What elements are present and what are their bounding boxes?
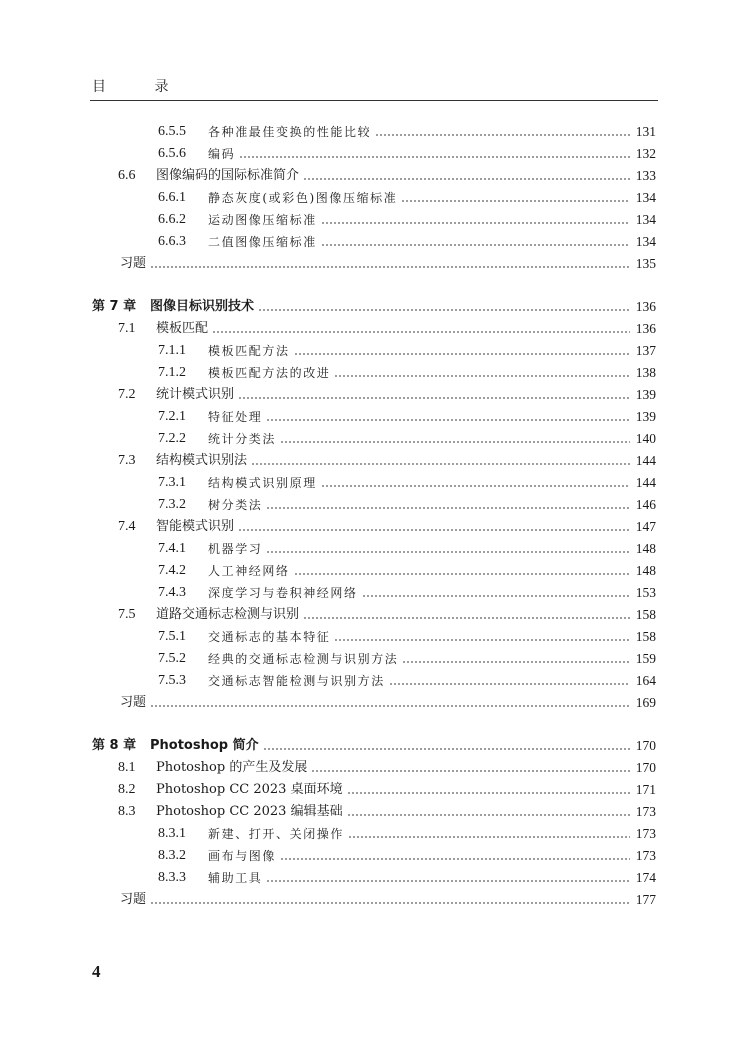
toc-entry-page: 171	[635, 782, 656, 797]
toc-entry-title: 各种准最佳变换的性能比较	[208, 125, 372, 139]
toc-entry-chapter	[92, 735, 656, 757]
toc-entry-page: 133	[635, 168, 656, 183]
toc-entry-title: 模板匹配	[156, 321, 209, 336]
toc-entry-exercise	[120, 889, 656, 911]
toc-entry-section	[118, 516, 656, 538]
toc-entry-sub	[158, 494, 656, 516]
toc-entry-number: 8.1	[118, 760, 136, 775]
toc-entry-number: 6.5.6	[158, 146, 186, 161]
toc-entry-number: 7.3	[118, 453, 136, 468]
toc-entry-title: 习题	[120, 695, 147, 710]
toc-leader-dots	[321, 222, 630, 224]
page-number: 4	[92, 962, 101, 981]
toc-entry-sub	[158, 340, 656, 362]
toc-entry-page: 173	[635, 826, 656, 841]
toc-entry-sub	[158, 121, 656, 143]
toc-leader-dots	[303, 617, 630, 619]
toc-entry-title: 统计模式识别	[156, 387, 235, 402]
toc-entry-section	[118, 450, 656, 472]
toc-entry-title: Photoshop 简介	[150, 738, 259, 753]
toc-entry-number: 6.6.3	[158, 234, 186, 249]
toc-entry-exercise	[120, 692, 656, 714]
toc-leader-dots	[347, 792, 630, 794]
toc-entry-sub	[158, 428, 656, 450]
toc-entry-title: 编码	[208, 147, 236, 161]
toc-entry-title: 画布与图像	[208, 849, 277, 863]
toc-leader-dots	[311, 770, 630, 772]
toc-entry-page: 174	[635, 870, 656, 885]
toc-entry-number: 7.3.2	[158, 497, 186, 512]
toc-entry-sub	[158, 845, 656, 867]
toc-leader-dots	[238, 397, 630, 399]
toc-entry-sub	[158, 823, 656, 845]
toc-entry-number: 7.4.2	[158, 563, 186, 578]
toc-entry-section	[118, 604, 656, 626]
toc-entry-page: 139	[635, 409, 656, 424]
toc-entry-page: 139	[635, 387, 656, 402]
toc-leader-dots	[294, 353, 630, 355]
toc-entry-section	[118, 165, 656, 187]
toc-entry-title: 图像目标识别技术	[150, 299, 255, 314]
toc-entry-number: 7.1	[118, 321, 136, 336]
toc-entry-title: 交通标志的基本特征	[208, 630, 331, 644]
toc-entry-number: 6.6	[118, 168, 136, 183]
toc-entry-title: 新建、打开、关闭操作	[208, 827, 345, 841]
toc-entry-page: 170	[635, 738, 656, 753]
toc-entry-number: 7.4.1	[158, 541, 186, 556]
toc-entry-page: 134	[635, 190, 656, 205]
toc-entry-title: 图像编码的国际标准简介	[156, 168, 300, 183]
toc-leader-dots	[375, 134, 630, 136]
toc-leader-dots	[321, 485, 630, 487]
toc-leader-dots	[402, 661, 630, 663]
toc-entry-number: 第 7 章	[92, 299, 137, 314]
toc-entry-number: 7.5.3	[158, 673, 186, 688]
toc-entry-section	[118, 318, 656, 340]
toc-leader-dots	[266, 507, 630, 509]
toc-entry-sub	[158, 670, 656, 692]
toc-entry-title: 经典的交通标志检测与识别方法	[208, 652, 399, 666]
toc-entry-page: 173	[635, 804, 656, 819]
toc-entry-sub	[158, 362, 656, 384]
toc-leader-dots	[321, 244, 630, 246]
toc-entry-title: 结构模式识别原理	[208, 476, 317, 490]
toc-entry-page: 148	[635, 563, 656, 578]
toc-entry-title: 智能模式识别	[156, 519, 235, 534]
toc-entry-title: 二值图像压缩标准	[208, 235, 317, 249]
toc-entry-section	[118, 757, 656, 779]
toc-leader-dots	[348, 836, 630, 838]
toc-entry-title: 统计分类法	[208, 432, 277, 446]
toc-entry-sub	[158, 648, 656, 670]
toc-entry-title: 树分类法	[208, 498, 263, 512]
running-head: 目 录	[92, 79, 191, 95]
toc-entry-sub	[158, 582, 656, 604]
toc-entry-page: 146	[635, 497, 656, 512]
toc-entry-title: Photoshop CC 2023 编辑基础	[156, 804, 343, 819]
toc-entry-section	[118, 801, 656, 823]
toc-entry-page: 144	[635, 475, 656, 490]
toc-entry-sub	[158, 867, 656, 889]
toc-entry-page: 147	[635, 519, 656, 534]
toc-entry-page: 158	[635, 629, 656, 644]
toc-leader-dots	[150, 705, 630, 707]
toc-leader-dots	[258, 309, 630, 311]
toc-entry-sub	[158, 209, 656, 231]
toc-entry-page: 134	[635, 212, 656, 227]
toc-leader-dots	[266, 419, 630, 421]
toc-entry-sub	[158, 406, 656, 428]
toc-entry-page: 134	[635, 234, 656, 249]
toc-entry-title: 模板匹配方法	[208, 344, 290, 358]
toc-entry-number: 7.2.2	[158, 431, 186, 446]
toc-leader-dots	[334, 375, 630, 377]
toc-entry-page: 148	[635, 541, 656, 556]
toc-leader-dots	[239, 156, 630, 158]
toc-entry-number: 6.5.5	[158, 124, 186, 139]
toc-leader-dots	[150, 902, 630, 904]
toc-leader-dots	[303, 178, 630, 180]
toc-entry-title: 静态灰度(或彩色)图像压缩标准	[208, 191, 398, 205]
toc-entry-number: 8.3.3	[158, 870, 186, 885]
toc-entry-page: 136	[635, 299, 656, 314]
toc-entry-title: 机器学习	[208, 542, 263, 556]
toc-entry-number: 7.1.1	[158, 343, 186, 358]
toc-entry-title: Photoshop CC 2023 桌面环境	[156, 782, 343, 797]
toc-entry-page: 131	[635, 124, 656, 139]
toc-leader-dots	[266, 880, 630, 882]
toc-entry-number: 6.6.1	[158, 190, 186, 205]
toc-entry-number: 7.5.1	[158, 629, 186, 644]
toc-entry-number: 8.3	[118, 804, 136, 819]
toc-entry-page: 164	[635, 673, 656, 688]
toc-entry-number: 7.2.1	[158, 409, 186, 424]
toc-entry-title: 习题	[120, 256, 147, 271]
toc-entry-number: 第 8 章	[92, 738, 137, 753]
toc-entry-page: 144	[635, 453, 656, 468]
toc-entry-page: 132	[635, 146, 656, 161]
toc-entry-page: 135	[635, 256, 656, 271]
toc-leader-dots	[212, 331, 630, 333]
toc-leader-dots	[401, 200, 630, 202]
toc-leader-dots	[389, 683, 630, 685]
toc-entry-sub	[158, 538, 656, 560]
toc-entry-exercise	[120, 253, 656, 275]
toc-entry-title: 道路交通标志检测与识别	[156, 607, 300, 622]
toc-entry-sub	[158, 472, 656, 494]
toc-entry-page: 173	[635, 848, 656, 863]
toc-entry-number: 7.2	[118, 387, 136, 402]
toc-entry-page: 140	[635, 431, 656, 446]
toc-leader-dots	[347, 814, 630, 816]
toc-leader-dots	[238, 529, 630, 531]
toc-entry-page: 153	[635, 585, 656, 600]
toc-entry-number: 7.3.1	[158, 475, 186, 490]
toc-entry-page: 177	[635, 892, 656, 907]
toc-entry-title: 模板匹配方法的改进	[208, 366, 331, 380]
toc-entry-page: 138	[635, 365, 656, 380]
toc-entry-number: 7.4.3	[158, 585, 186, 600]
toc-entry-sub	[158, 231, 656, 253]
toc-entry-page: 159	[635, 651, 656, 666]
toc-leader-dots	[150, 266, 630, 268]
toc-entry-title: 人工神经网络	[208, 564, 290, 578]
toc-entry-page: 137	[635, 343, 656, 358]
toc-entry-chapter	[92, 296, 656, 318]
toc-entry-page: 170	[635, 760, 656, 775]
toc-entry-page: 136	[635, 321, 656, 336]
toc-entry-title: 运动图像压缩标准	[208, 213, 317, 227]
toc-leader-dots	[294, 573, 630, 575]
toc-entry-title: 习题	[120, 892, 147, 907]
toc-entry-title: Photoshop 的产生及发展	[156, 760, 308, 775]
toc-entry-page: 158	[635, 607, 656, 622]
toc-entry-number: 7.5.2	[158, 651, 186, 666]
toc-entry-title: 交通标志智能检测与识别方法	[208, 674, 385, 688]
toc-leader-dots	[280, 441, 630, 443]
toc-entry-title: 特征处理	[208, 410, 263, 424]
toc-leader-dots	[266, 551, 630, 553]
toc-entry-page: 169	[635, 695, 656, 710]
toc-entry-number: 8.2	[118, 782, 136, 797]
toc-entry-number: 7.4	[118, 519, 136, 534]
toc-entry-sub	[158, 560, 656, 582]
toc-entry-sub	[158, 187, 656, 209]
toc-entry-title: 深度学习与卷积神经网络	[208, 586, 358, 600]
toc-entry-section	[118, 384, 656, 406]
toc-leader-dots	[263, 748, 630, 750]
toc-entry-title: 辅助工具	[208, 871, 263, 885]
toc-entry-number: 8.3.2	[158, 848, 186, 863]
toc-entry-sub	[158, 626, 656, 648]
toc-leader-dots	[280, 858, 630, 860]
toc-entry-section	[118, 779, 656, 801]
toc-entry-sub	[158, 143, 656, 165]
toc-entry-title: 结构模式识别法	[156, 453, 248, 468]
toc-entry-number: 7.1.2	[158, 365, 186, 380]
toc-leader-dots	[251, 463, 630, 465]
toc-leader-dots	[334, 639, 630, 641]
toc-entry-number: 7.5	[118, 607, 136, 622]
toc-entry-number: 6.6.2	[158, 212, 186, 227]
toc-leader-dots	[362, 595, 630, 597]
toc-entry-number: 8.3.1	[158, 826, 186, 841]
